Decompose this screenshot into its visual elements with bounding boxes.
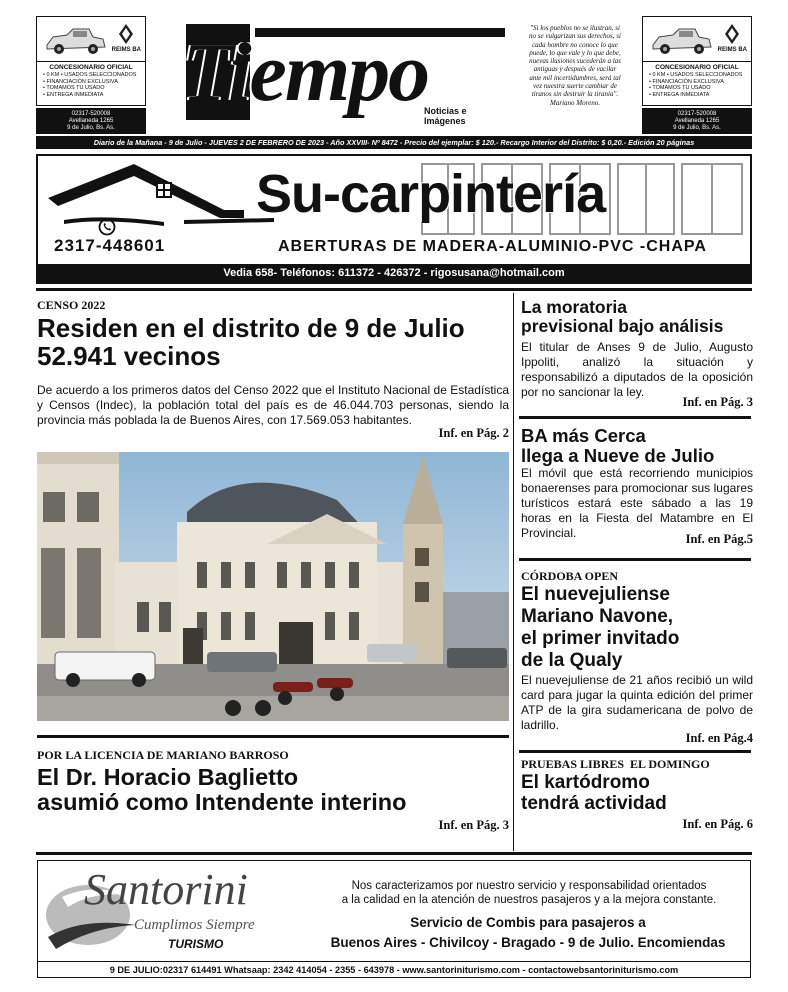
city-hall-illustration xyxy=(37,452,509,721)
masthead-quote: "Si los pueblos no se ilustran, si no se vulgarizan sus derechos, si cada hombre no conoce lo que puede, lo que vale y lo que debe, nuevas ilusiones sucederán a las antiguas y después de vacilar ante mil incertidumbres, será tal vez nuestra suerte cambiar de tiranos sin destruir la tiranía". Mariano Moreno. xyxy=(529,24,621,107)
dateline-text: Diario de la Mañana - 9 de Julio - JUEVES 2 DE FEBRERO DE 2023 - Año XXVIII- Nº 8472 - Precio del ejemplar: $ 120.- Recargo Interior del Distrito: $ 0,20.- Edición 20 páginas xyxy=(93,138,695,147)
dealer-bullets xyxy=(43,72,136,98)
dealer-bullet: • TOMAMOS TU USADO xyxy=(43,85,105,91)
side-story-2-body: El móvil que está recorriendo municipios bonaerenses para promocionar sus lugares turísticos estará este sábado a las 19 horas en la Fiesta del Matambre en El Provincial. xyxy=(521,466,753,540)
santorini-service-line: Buenos Aires - Chivilcoy - Bragado - 9 de Julio. Encomiendas xyxy=(330,935,726,950)
santorini-footer-text: 9 DE JULIO:02317 614491 Whatsaap: 2342 414054 - 2355 - 643978 - www.santoriniturismo.com - contactowebsantoriniturismo.com xyxy=(109,965,679,975)
side-headline-line: Mariano Navone, xyxy=(521,606,674,627)
side-story-3-body: El nuevejuliense de 21 años recibió un wild card para jugar la quinta edición del primer ATP de la gira sudamericana de polvo de ladrillo. xyxy=(521,673,753,732)
dealer-bullet: • TOMAMOS TU USADO xyxy=(649,85,711,91)
side-story-4-kicker: PRUEBAS LIBRES EL DOMINGO xyxy=(521,757,710,771)
santorini-ad[interactable] xyxy=(37,860,751,978)
masthead xyxy=(180,22,510,126)
dealer-bullet: • ENTREGA INMEDIATA xyxy=(649,91,710,98)
side-story-1-ref[interactable]: Inf. en Pág. 3 xyxy=(682,395,753,409)
dealer-address: Avellaneda 1265 xyxy=(68,118,114,124)
side-story-3-headline[interactable] xyxy=(521,584,753,672)
side-story-4-ref[interactable]: Inf. en Pág. 6 xyxy=(682,817,753,831)
side-headline-line: tendrá actividad xyxy=(521,792,667,814)
dealer-concession: CONCESIONARIO OFICIAL xyxy=(643,61,751,71)
main-story-headline[interactable] xyxy=(37,314,507,370)
second-story-headline[interactable] xyxy=(37,765,509,816)
pickup-truck-icon xyxy=(43,23,107,59)
side-story-2-ref[interactable]: Inf. en Pág.5 xyxy=(685,532,753,546)
dealer-bullet: • 0 KM • USADOS SELECCIONADOS xyxy=(43,72,137,78)
dealer-brand: REIMS BA xyxy=(111,47,141,53)
santorini-name: Santorini xyxy=(84,865,248,914)
side-story-3-ref[interactable]: Inf. en Pág.4 xyxy=(685,731,753,745)
section-rule xyxy=(519,750,751,753)
carpinteria-phone: 2317-448601 xyxy=(54,236,166,255)
carpinteria-footer-text: Vedia 658- Teléfonos: 611372 - 426372 - rigosusana@hotmail.com xyxy=(223,267,565,279)
carpinteria-name: Su-carpintería xyxy=(256,164,606,224)
masthead-subtitle: Noticias e Imágenes xyxy=(424,106,467,126)
side-headline-line: La moratoria xyxy=(521,297,627,317)
side-headline-line: El nuevejuliense xyxy=(521,584,670,605)
santorini-kind: TURISMO xyxy=(168,937,224,951)
side-story-3-kicker: CÓRDOBA OPEN xyxy=(521,569,619,583)
santorini-text xyxy=(308,879,750,907)
side-headline-line: previsional bajo análisis xyxy=(521,315,724,336)
santorini-footer xyxy=(38,961,750,977)
main-story-kicker: CENSO 2022 xyxy=(37,298,106,312)
side-story-1-headline[interactable] xyxy=(521,298,753,336)
main-headline-line: 52.941 vecinos xyxy=(37,341,221,372)
masthead-title: Tiempo xyxy=(182,26,429,119)
side-headline-line: llega a Nueve de Julio xyxy=(521,444,715,466)
side-story-2-headline[interactable] xyxy=(521,426,753,466)
santorini-text-line: Nos caracterizamos por nuestro servicio y responsabilidad orientados xyxy=(351,880,707,892)
main-story-ref[interactable]: Inf. en Pág. 2 xyxy=(438,426,509,440)
santorini-text-line: a la calidad en la atención de nuestros pasajeros y a la mejora constante. xyxy=(341,894,717,906)
main-headline-line: Residen en el distrito de 9 de Julio xyxy=(37,313,465,343)
column-divider xyxy=(513,293,514,851)
section-rule xyxy=(36,852,752,855)
dealer-concession: CONCESIONARIO OFICIAL xyxy=(37,61,145,71)
dealer-bullet: • FINANCIACIÓN EXCLUSIVA xyxy=(43,78,118,85)
side-headline-line: de la Qualy xyxy=(521,650,623,671)
section-rule xyxy=(36,288,752,291)
second-headline-line: asumió como Intendente interino xyxy=(37,789,407,816)
side-headline-line: BA más Cerca xyxy=(521,425,646,446)
section-rule xyxy=(519,416,751,419)
side-headline-line: el primer invitado xyxy=(521,628,680,649)
section-rule xyxy=(519,558,751,561)
dealer-bullet: • 0 KM • USADOS SELECCIONADOS xyxy=(649,72,743,78)
renault-logo-icon xyxy=(723,23,741,45)
whatsapp-icon xyxy=(98,218,116,236)
santorini-service xyxy=(306,913,750,953)
main-story-body: De acuerdo a los primeros datos del Censo 2022 que el Instituto Nacional de Estadística y Censos (Indec), la población total del país es de 46.044.703 personas, siendo la provincia más poblada la de Buenos Aires, con 17.569.053 habitantes. xyxy=(37,383,509,427)
carpinteria-tagline: ABERTURAS DE MADERA-ALUMINIO-PVC -CHAPA xyxy=(278,238,707,255)
carpinteria-ad[interactable] xyxy=(36,154,752,284)
pickup-truck-icon xyxy=(649,23,713,59)
section-rule xyxy=(37,735,509,738)
dealer-brand: REIMS BA xyxy=(717,47,747,53)
side-headline-line: El kartódromo xyxy=(521,772,650,793)
side-story-4-headline[interactable] xyxy=(521,773,753,814)
house-roof-icon xyxy=(44,160,274,240)
second-headline-line: El Dr. Horacio Baglietto xyxy=(37,764,299,790)
second-story-ref[interactable]: Inf. en Pág. 3 xyxy=(438,818,509,832)
santorini-service-line: Servicio de Combis para pasajeros a xyxy=(410,915,646,930)
dealer-city: 9 de Julio, Bs. As. xyxy=(67,125,115,131)
santorini-slogan: Cumplimos Siempre xyxy=(134,917,255,933)
dealer-address: Avellaneda 1265 xyxy=(674,118,720,124)
dealer-bullet: • ENTREGA INMEDIATA xyxy=(43,91,104,98)
renault-logo-icon xyxy=(117,23,135,45)
city-hall-photo xyxy=(37,452,509,721)
car-dealer-ad-right[interactable] xyxy=(642,16,752,134)
second-story-kicker: POR LA LICENCIA DE MARIANO BARROSO xyxy=(37,748,289,762)
dealer-phone: 02317-520008 xyxy=(71,111,111,117)
dealer-bullet: • FINANCIACIÓN EXCLUSIVA xyxy=(649,78,724,85)
dateline-bar xyxy=(36,136,752,149)
carpinteria-footer xyxy=(38,264,750,282)
dealer-bullets xyxy=(649,72,742,98)
dealer-city: 9 de Julio, Bs. As. xyxy=(673,125,721,131)
dealer-phone: 02317-520008 xyxy=(677,111,717,117)
car-dealer-ad-left[interactable] xyxy=(36,16,146,134)
side-story-1-body: El titular de Anses 9 de Julio, Augusto Ippoliti, analizó la situación y responsabilizó a diputados de la oposición por no sancionar la ley. xyxy=(521,340,753,399)
